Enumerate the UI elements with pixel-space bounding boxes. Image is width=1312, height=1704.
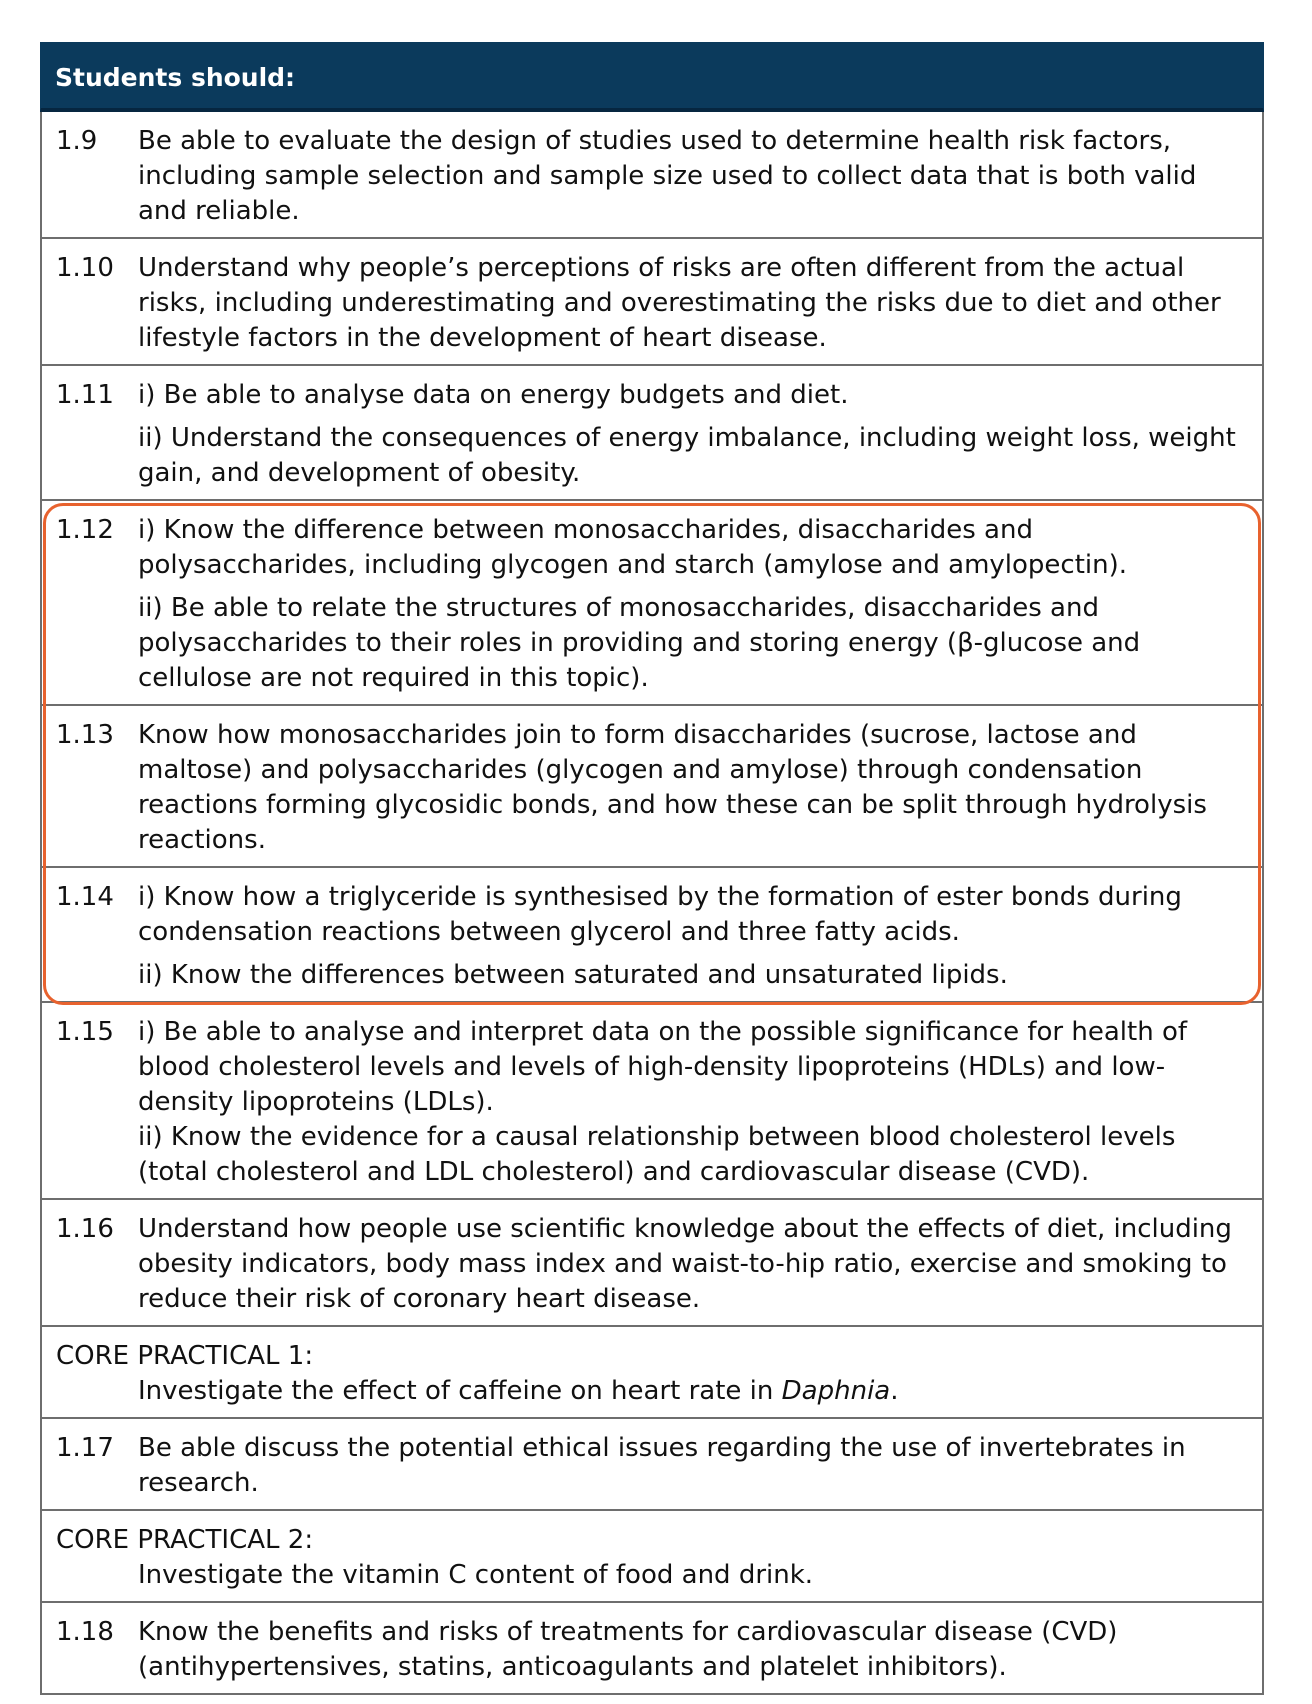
table-header	[40, 42, 1264, 112]
spec-row-1-17	[40, 1419, 1264, 1511]
spec-text-part-ii: ii) Be able to relate the structures of monosaccharides, disaccharides and polysaccharides to their roles in providing and storing energy (β-glucose and cellulose are not required in this topic).	[138, 593, 1141, 693]
spec-number: 1.17	[56, 1433, 114, 1463]
spec-row-1-12	[40, 501, 1264, 706]
spec-number: 1.14	[56, 882, 114, 912]
spec-text-part-i: i) Be able to analyse data on energy budgets and diet.	[138, 380, 849, 410]
spec-row-1-10	[40, 239, 1264, 366]
core-text-start: Investigate the effect of caffeine on heart rate in	[138, 1376, 782, 1406]
spec-number: 1.18	[56, 1617, 114, 1647]
spec-number: 1.11	[56, 380, 114, 410]
spec-text-part-i: i) Know how a triglyceride is synthesised by the formation of ester bonds during condensation reactions between glycerol and three fatty acids.	[138, 882, 1182, 947]
core-practical-1-row	[40, 1327, 1264, 1419]
core-practical-title: CORE PRACTICAL 2:	[56, 1525, 314, 1555]
spec-number: 1.10	[56, 253, 114, 283]
spec-text: Know how monosaccharides join to form disaccharides (sucrose, lactose and maltose) and polysaccharides (glycogen and amylose) through condensation reactions forming glycosidic bonds, and how these can be split through hydrolysis reactions.	[138, 720, 1207, 855]
spec-row-1-14	[40, 868, 1264, 1003]
spec-text: Understand why people’s perceptions of risks are often different from the actual risks, including underestimating and overestimating the risks due to diet and other lifestyle factors in the development of heart disease.	[138, 253, 1221, 353]
core-practical-text: Investigate the vitamin C content of food and drink.	[138, 1560, 814, 1590]
spec-text-part-ii: ii) Know the differences between saturated and unsaturated lipids.	[138, 960, 1008, 990]
spec-row-1-13	[40, 706, 1264, 868]
spec-row-1-18	[40, 1603, 1264, 1695]
spec-number: 1.13	[56, 720, 114, 750]
species-name: Daphnia	[781, 1376, 891, 1406]
spec-row-1-15	[40, 1003, 1264, 1200]
core-practical-2-row	[40, 1511, 1264, 1603]
spec-number: 1.15	[56, 1017, 114, 1047]
core-practical-text	[56, 1374, 1248, 1409]
core-text-end: .	[890, 1376, 899, 1406]
spec-text-part-ii: ii) Understand the consequences of energy imbalance, including weight loss, weight gain, and development of obesity.	[138, 423, 1236, 488]
spec-text: Be able discuss the potential ethical issues regarding the use of invertebrates in research.	[138, 1433, 1186, 1498]
header-title: Students should:	[55, 63, 296, 92]
spec-row-1-9	[40, 112, 1264, 239]
spec-number: 1.9	[56, 126, 98, 156]
spec-number: 1.12	[56, 515, 114, 545]
spec-table	[40, 42, 1264, 1695]
spec-number: 1.16	[56, 1214, 114, 1244]
spec-row-1-11	[40, 366, 1264, 501]
spec-text: Know the benefits and risks of treatments for cardiovascular disease (CVD) (antihypertensives, statins, anticoagulants and platelet inhibitors).	[138, 1617, 1118, 1682]
spec-text: Understand how people use scientific knowledge about the effects of diet, including obesity indicators, body mass index and waist-to-hip ratio, exercise and smoking to reduce their risk of coronary heart disease.	[138, 1214, 1232, 1314]
spec-row-1-16	[40, 1200, 1264, 1327]
core-practical-title: CORE PRACTICAL 1:	[56, 1341, 314, 1371]
spec-text-part-i: i) Know the difference between monosaccharides, disaccharides and polysaccharides, including glycogen and starch (amylose and amylopectin).	[138, 515, 1128, 580]
spec-text-part-i: i) Be able to analyse and interpret data on the possible significance for health of blood cholesterol levels and levels of high-density lipoproteins (HDLs) and low-density lipoproteins (LDLs).	[138, 1017, 1188, 1117]
spec-text: Be able to evaluate the design of studies used to determine health risk factors, including sample selection and sample size used to collect data that is both valid and reliable.	[138, 126, 1197, 226]
spec-text-part-ii: ii) Know the evidence for a causal relationship between blood cholesterol levels (total cholesterol and LDL cholesterol) and cardiovascular disease (CVD).	[138, 1122, 1176, 1187]
